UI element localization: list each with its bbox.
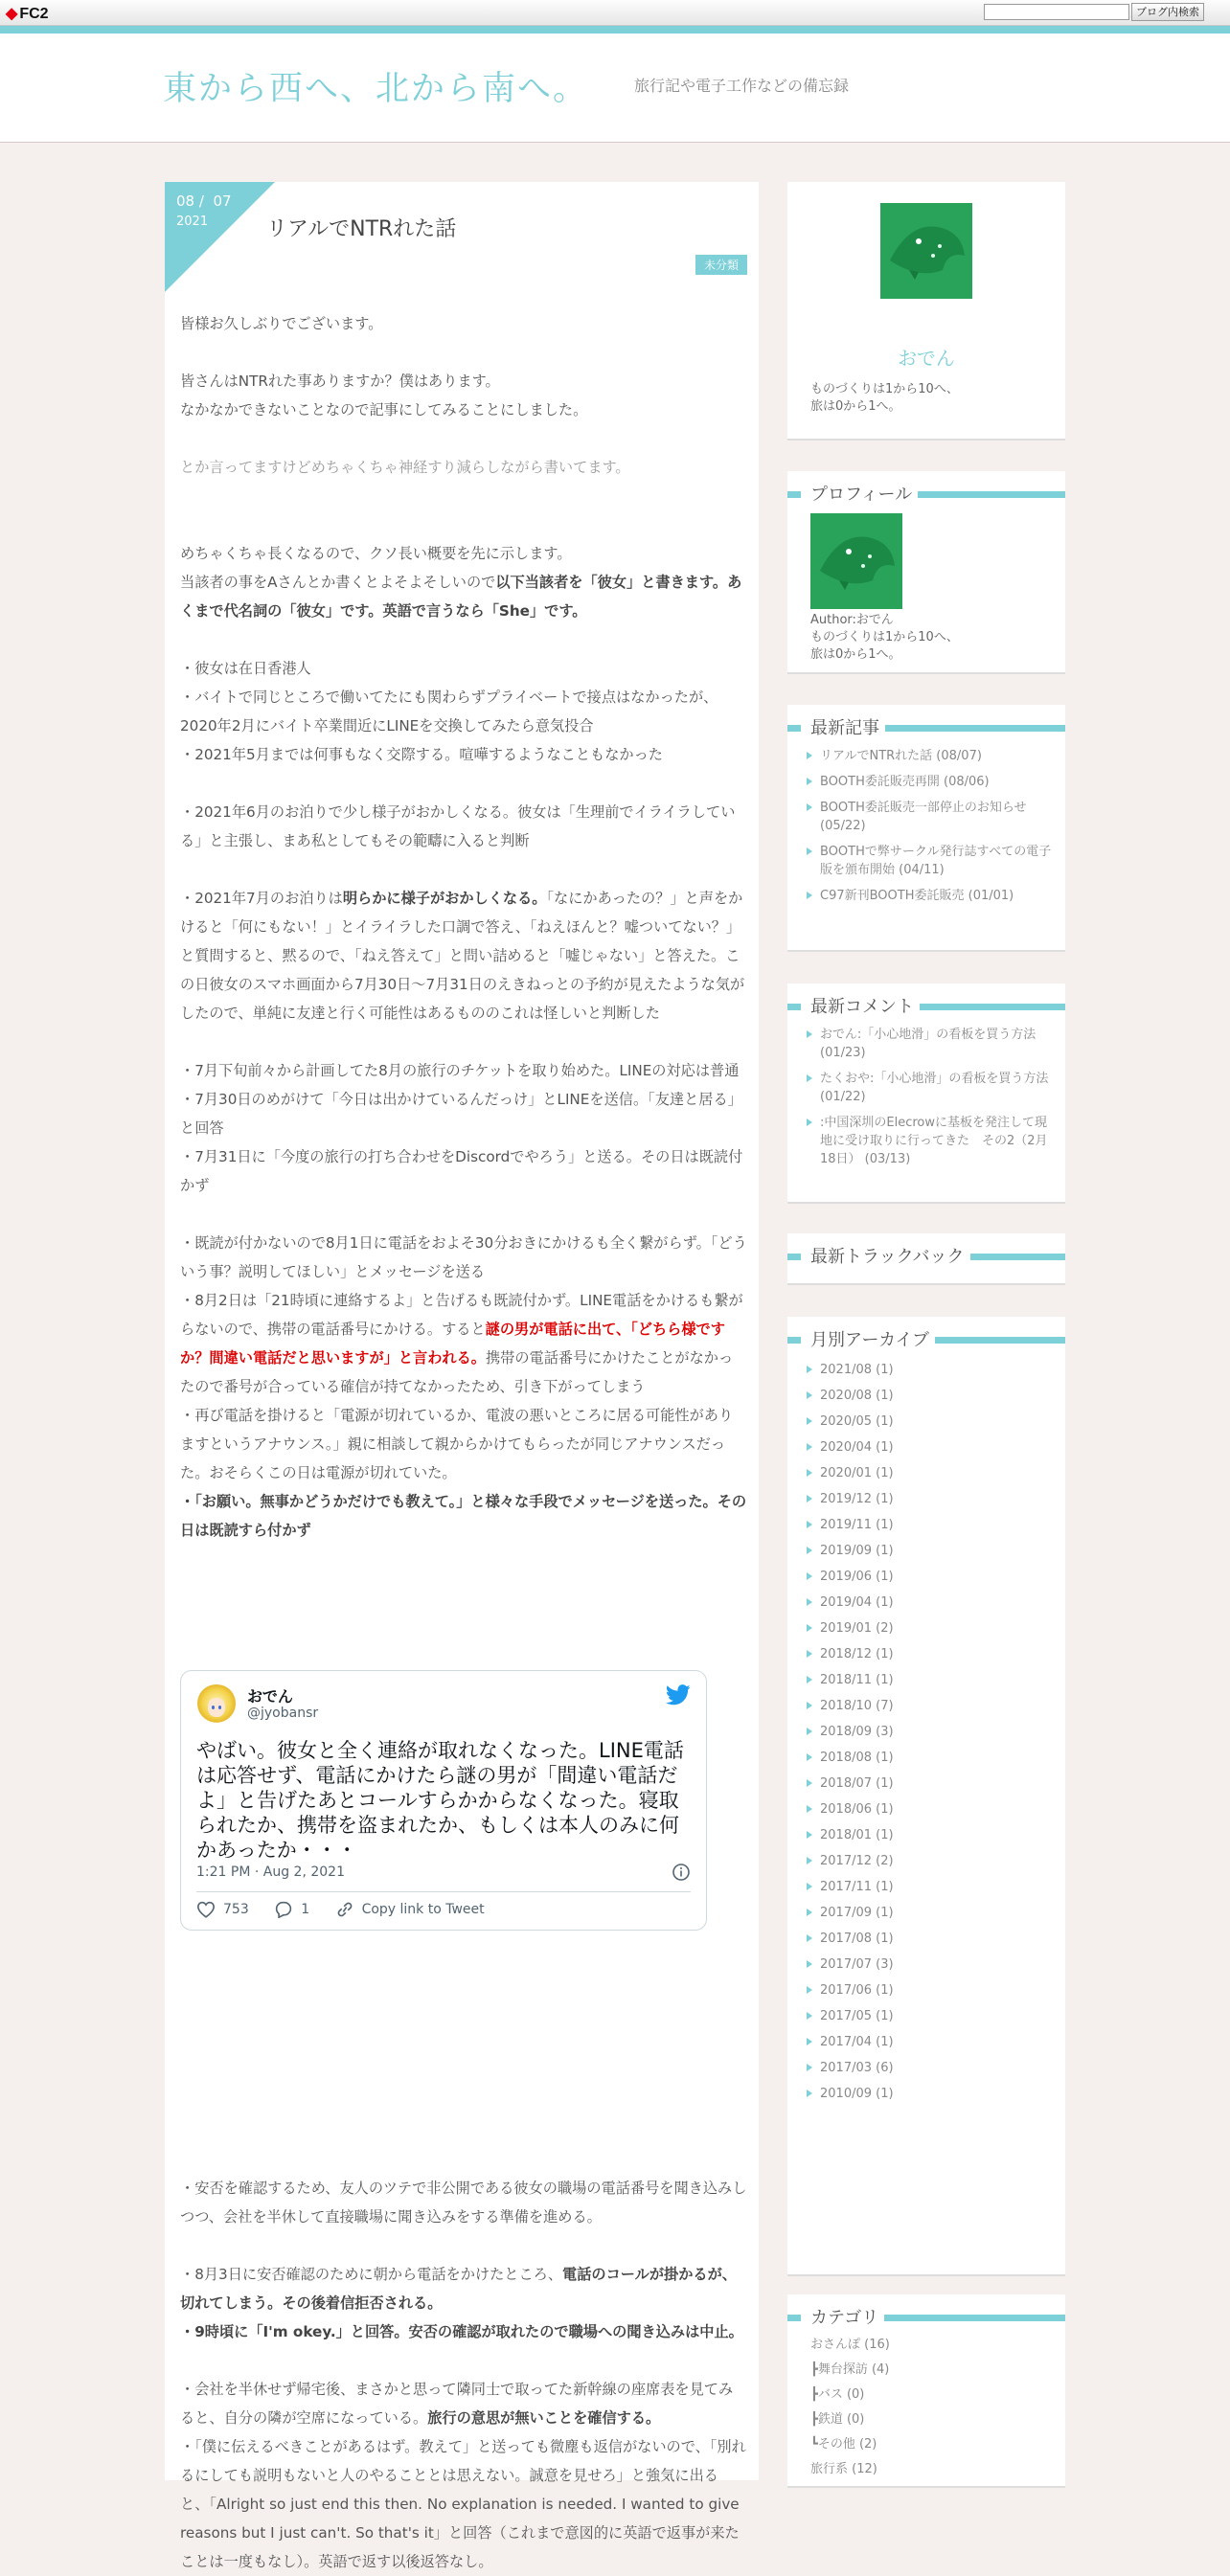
bullet-arrow-icon — [807, 892, 812, 899]
paragraph-text: ・8月3日に安否確認のために朝から電話をかけたところ、 — [180, 2266, 563, 2283]
paragraph-gap — [180, 482, 747, 510]
recent-post-item[interactable] — [807, 747, 1052, 765]
article-paragraph — [180, 367, 747, 395]
paragraph-gap — [180, 2346, 747, 2375]
copy-link-button[interactable] — [335, 1901, 485, 1918]
archive-item[interactable] — [807, 2007, 1052, 2025]
paragraph-text: なかなかできないことなので記事にしてみることにしました。 — [180, 401, 588, 418]
archive-item[interactable] — [807, 1568, 1052, 1586]
bullet-arrow-icon — [807, 847, 812, 855]
paragraph-gap — [180, 510, 747, 539]
trackback-widget — [787, 1233, 1065, 1285]
recent-comments-heading: 最新コメント — [801, 993, 920, 1018]
archive-item[interactable] — [807, 1387, 1052, 1405]
paragraph-text: ・既読が付かないので8月1日に電話をおよそ30分おきにかけるも全く繋がらず。「どういう事？説明してほしい」とメッセージを送る — [180, 1234, 747, 1280]
bullet-arrow-icon — [807, 1753, 812, 1761]
accent-strip — [0, 26, 1230, 34]
archive-item[interactable] — [807, 1723, 1052, 1741]
paragraph-text: ・8月2日は「21時頃に連絡するよ」と告げるも既読付かず。LINE電話をかけるも繋がらないので、携帯の電話番号にかける。すると — [180, 1292, 743, 1338]
archive-item[interactable] — [807, 1645, 1052, 1663]
bullet-arrow-icon — [807, 1547, 812, 1554]
article-paragraph — [180, 1142, 747, 1200]
link-icon — [335, 1901, 354, 1918]
paragraph-text: ・7月30日のめがけて「今日は出かけているんだっけ」とLINEを送信。「友達と居る」と回答 — [180, 1091, 742, 1137]
archive-item[interactable] — [807, 2059, 1052, 2077]
paragraph-text: ・7月下旬前々から計画してた8月の旅行のチケットを取り始めた。LINEの対応は普通 — [180, 1062, 740, 1079]
archive-item-link[interactable]: 2018/08 (1) — [820, 1751, 894, 1765]
archive-heading: 月別アーカイブ — [801, 1326, 935, 1351]
paragraph-text: ・2021年6月のお泊りで少し様子がおかしくなる。彼女は「生理前でイライラしている」と主張し、まあ私としてもその範疇に入ると判断 — [180, 803, 736, 849]
heart-icon — [196, 1901, 216, 1918]
archive-item-link[interactable]: 2020/01 (1) — [820, 1466, 894, 1480]
paragraph-text: ・彼女は在日香港人 — [180, 660, 311, 677]
bullet-arrow-icon — [807, 1909, 812, 1916]
archive-item-link[interactable]: 2017/09 (1) — [820, 1906, 894, 1920]
archive-item[interactable] — [807, 1774, 1052, 1793]
article-paragraph — [180, 654, 747, 683]
bullet-arrow-icon — [807, 1366, 812, 1373]
article-paragraph — [180, 309, 747, 338]
bullet-arrow-icon — [807, 1119, 812, 1126]
paragraph-text: ・7月31日に「今度の旅行の打ち合わせをDiscordでやろう」と送る。その日は既読付かず — [180, 1148, 743, 1194]
tweet-author-handle[interactable]: @jyobansr — [247, 1706, 319, 1721]
bullet-arrow-icon — [807, 1702, 812, 1709]
paragraph-text: ・安否を確認するため、友人のツテで非公開である彼女の職場の電話番号を聞き込みしつつ、会社を半休して直接職場に聞き込みをする準備を進める。 — [180, 2180, 747, 2226]
archive-item-link[interactable]: 2018/11 (1) — [820, 1673, 894, 1687]
archive-item[interactable] — [807, 1438, 1052, 1457]
archive-item-link[interactable]: 2018/06 (1) — [820, 1802, 894, 1817]
bullet-arrow-icon — [807, 1495, 812, 1503]
bullet-arrow-icon — [807, 1417, 812, 1425]
bullet-arrow-icon — [807, 1572, 812, 1580]
article-paragraph — [180, 539, 747, 568]
article-paragraph — [180, 2432, 747, 2576]
recent-post-item[interactable] — [807, 773, 1052, 791]
archive-item[interactable] — [807, 1930, 1052, 1948]
recent-posts-list — [787, 743, 1065, 922]
author-description: ものづくりは1から10へ、 旅は0から1へ。 — [810, 382, 959, 414]
paragraph-gap — [180, 2231, 747, 2260]
bold-text: 以下当該者を「彼女」と書きます。あくまで代名詞の「彼女」です。英語で言うなら「She」です。 — [180, 574, 742, 620]
archive-item-link[interactable]: 2017/08 (1) — [820, 1932, 894, 1946]
recent-comment-item-link[interactable]: たくおや:「小心地滑」の看板を買う方法 (01/22) — [820, 1072, 1049, 1104]
tweet-avatar[interactable] — [195, 1684, 238, 1727]
paragraph-gap — [180, 1200, 747, 1229]
article-paragraph — [180, 1229, 747, 1286]
reply-count: 1 — [301, 1902, 310, 1917]
archive-item-link[interactable]: 2017/05 (1) — [820, 2009, 894, 2023]
tweet-timestamp[interactable]: 1:21 PM · Aug 2, 2021 — [196, 1864, 345, 1880]
bullet-arrow-icon — [807, 2038, 812, 2045]
info-icon[interactable] — [672, 1863, 691, 1886]
bullet-arrow-icon — [807, 803, 812, 811]
bullet-arrow-icon — [807, 1391, 812, 1399]
bullet-arrow-icon — [807, 1676, 812, 1683]
article-paragraph — [180, 798, 747, 855]
archive-item-link[interactable]: 2017/03 (6) — [820, 2061, 894, 2075]
bold-text: 旅行の意思が無いことを確信する。 — [427, 2409, 661, 2427]
category-item[interactable]: ┣バス (0) — [810, 2387, 865, 2402]
bullet-arrow-icon — [807, 1857, 812, 1864]
profile-widget — [787, 471, 1065, 674]
author-name[interactable]: おでん — [898, 347, 955, 370]
twitter-bird-icon[interactable] — [666, 1684, 691, 1709]
recent-post-item[interactable] — [807, 887, 1052, 905]
archive-item-link[interactable]: 2018/07 (1) — [820, 1776, 894, 1791]
recent-post-item-link[interactable]: リアルでNTRれた話 (08/07) — [820, 749, 982, 763]
bullet-arrow-icon — [807, 1831, 812, 1839]
highlight-text: 謎の男が電話に出て、「どちら様ですか？間違い電話だと思いますが」と言われる。 — [180, 1321, 725, 1367]
paragraph-text: ・「僕に伝えるべきことがあるはず。教えて」と送っても微塵も返信がないので、「別れるにしても説明もないと人のやることとは思えない。誠意を見せろ」と強気に出ると、「Alright so just end this then. No explanation is needed. I wanted to give reasons but I just can't. So that's it」と回答（これまで意図的に英語で返事が来たことは一度もなし）。英語で返す以後返答なし。 — [180, 2438, 746, 2570]
archive-item-link[interactable]: 2018/12 (1) — [820, 1647, 894, 1661]
blog-search-button[interactable]: ブログ内検索 — [1131, 3, 1204, 21]
profile-avatar[interactable] — [810, 513, 902, 609]
bold-text: 電話のコールが掛かるが、切れてしまう。その後着信拒否される。 — [180, 2266, 737, 2312]
archive-item-link[interactable]: 2019/12 (1) — [820, 1492, 894, 1506]
fc2-logo[interactable]: ◆ FC2 — [6, 6, 49, 22]
bullet-arrow-icon — [807, 1074, 812, 1082]
recent-posts-heading: 最新記事 — [801, 714, 885, 739]
archive-item-link[interactable]: 2019/09 (1) — [820, 1544, 894, 1558]
archive-item[interactable] — [807, 1697, 1052, 1715]
archive-item-link[interactable]: 2017/07 (3) — [820, 1957, 894, 1972]
recent-post-item[interactable] — [807, 799, 1052, 835]
fc2-toolbar — [0, 0, 1230, 26]
copy-link-label: Copy link to Tweet — [361, 1902, 485, 1917]
article-paragraph — [180, 884, 747, 1028]
category-list — [787, 2333, 1065, 2482]
like-count: 753 — [223, 1902, 249, 1917]
archive-item-link[interactable]: 2020/08 (1) — [820, 1389, 894, 1403]
bullet-arrow-icon — [807, 752, 812, 759]
archive-item-link[interactable]: 2017/06 (1) — [820, 1983, 894, 1998]
archive-item[interactable] — [807, 1671, 1052, 1689]
bullet-arrow-icon — [807, 1443, 812, 1451]
article-title[interactable]: リアルでNTRれた話 — [266, 217, 457, 241]
article-body-continued — [180, 2174, 747, 2576]
author-avatar[interactable] — [880, 203, 972, 299]
recent-post-item[interactable] — [807, 843, 1052, 879]
recent-post-item-link[interactable]: BOOTH委託販売一部停止のお知らせ (05/22) — [820, 801, 1027, 833]
recent-posts-widget — [787, 705, 1065, 952]
category-badge[interactable]: 未分類 — [695, 255, 747, 275]
bullet-arrow-icon — [807, 1934, 812, 1942]
article-paragraph — [180, 683, 747, 740]
bullet-arrow-icon — [807, 1960, 812, 1968]
recent-comment-item-link[interactable]: おでん:「小心地滑」の看板を買う方法 (01/23) — [820, 1028, 1036, 1060]
archive-item[interactable] — [807, 1955, 1052, 1974]
archive-widget — [787, 1317, 1065, 2276]
article — [165, 182, 759, 2570]
article-paragraph — [180, 453, 747, 482]
archive-item-link[interactable]: 2019/04 (1) — [820, 1595, 894, 1610]
archive-item[interactable] — [807, 1490, 1052, 1508]
bullet-arrow-icon — [807, 1986, 812, 1994]
paragraph-text: 皆様お久しぶりでございます。 — [180, 315, 383, 332]
blog-header — [0, 34, 1230, 143]
bullet-arrow-icon — [807, 1883, 812, 1890]
article-paragraph — [180, 2375, 747, 2432]
paragraph-text: 皆さんはNTRれた事ありますか？僕はあります。 — [180, 373, 500, 390]
archive-item[interactable] — [807, 1542, 1052, 1560]
category-item[interactable]: ┣舞台探訪 (4) — [810, 2362, 890, 2377]
recent-comment-item[interactable] — [807, 1114, 1052, 1168]
paragraph-text: ・バイトで同じところで働いてたにも関わらずプライベートで接点はなかったが、2020年2月にバイト卒業間近にLINEを交換してみたら意気投合 — [180, 689, 718, 734]
bullet-arrow-icon — [807, 1598, 812, 1606]
profile-text: Author:おでん ものづくりは1から10へ、 旅は0から1へ。 — [810, 613, 959, 662]
paragraph-gap — [180, 769, 747, 798]
archive-item-link[interactable]: 2020/05 (1) — [820, 1414, 894, 1429]
article-paragraph — [180, 568, 747, 625]
article-paragraph — [180, 1401, 747, 1487]
archive-item-link[interactable]: 2018/09 (3) — [820, 1725, 894, 1739]
bullet-arrow-icon — [807, 2064, 812, 2071]
archive-item-link[interactable]: 2019/01 (2) — [820, 1621, 894, 1636]
category-item[interactable]: ┣鉄道 (0) — [810, 2412, 865, 2427]
bullet-arrow-icon — [807, 2090, 812, 2097]
paragraph-text: 当該者の事をAさんとか書くとよそよそしいので — [180, 574, 496, 591]
article-paragraph — [180, 2174, 747, 2231]
archive-item[interactable] — [807, 1619, 1052, 1638]
article-paragraph — [180, 740, 747, 769]
paragraph-text: 「なにかあったの？」と声をかけると「何にもない！」とイライラした口調で答え、「ねえほんと？嘘ついてない？」と質問すると、黙るので、「ねえ答えて」と問い詰めると「嘘じゃない」と答えた。この日彼女のスマホ画面から7月30日～7月31日のえきねっとの予約が見えたような気がしたので、単純に友達と行く可能性はあるもののこれは怪しいと判断した — [180, 890, 745, 1022]
paragraph-text: ・会社を半休せず帰宅後、まさかと思って隣同士で取ってた新幹線の座席表を見てみると、自分の隣が空席になっている。 — [180, 2381, 734, 2427]
bullet-arrow-icon — [807, 1650, 812, 1658]
article-paragraph — [180, 2317, 747, 2346]
archive-item[interactable] — [807, 1361, 1052, 1379]
archive-item[interactable] — [807, 2085, 1052, 2103]
bullet-arrow-icon — [807, 1521, 812, 1528]
blog-search-input[interactable] — [984, 4, 1129, 20]
article-paragraph — [180, 1056, 747, 1085]
archive-item-link[interactable]: 2019/11 (1) — [820, 1518, 894, 1532]
category-item[interactable]: ┗その他 (2) — [810, 2437, 877, 2452]
recent-post-item-link[interactable]: C97新刊BOOTH委託販売 (01/01) — [820, 889, 1014, 903]
archive-item[interactable] — [807, 1852, 1052, 1870]
like-button[interactable] — [196, 1901, 249, 1918]
archive-item[interactable] — [807, 1800, 1052, 1819]
blog-title[interactable]: 東から西へ、北から南へ。 — [163, 70, 589, 108]
bullet-arrow-icon — [807, 778, 812, 785]
archive-item[interactable] — [807, 1904, 1052, 1922]
archive-item-link[interactable]: 2018/10 (7) — [820, 1699, 894, 1713]
article-paragraph — [180, 2260, 747, 2317]
archive-item[interactable] — [807, 1826, 1052, 1844]
bullet-arrow-icon — [807, 1624, 812, 1632]
archive-item[interactable] — [807, 2033, 1052, 2051]
archive-item-link[interactable]: 2021/08 (1) — [820, 1363, 894, 1377]
paragraph-gap — [180, 338, 747, 367]
muted-text: とか言ってますけどめちゃくちゃ神経すり減らしながら書いてます。 — [180, 459, 630, 476]
trackback-heading: 最新トラックバック — [801, 1243, 970, 1268]
bold-text: 明らかに様子がおかしくなる。 — [342, 890, 547, 907]
post-date-month-day: 08 / 07 — [176, 192, 232, 210]
paragraph-gap — [180, 855, 747, 884]
profile-heading: プロフィール — [801, 481, 918, 506]
recent-post-item-link[interactable]: BOOTH委託販売再開 (08/06) — [820, 775, 990, 789]
archive-item[interactable] — [807, 1749, 1052, 1767]
archive-item-link[interactable]: 2019/06 (1) — [820, 1570, 894, 1584]
recent-comment-item[interactable] — [807, 1070, 1052, 1106]
archive-item-link[interactable]: 2010/09 (1) — [820, 2087, 894, 2101]
archive-list — [787, 1355, 1065, 2120]
article-paragraph — [180, 1286, 747, 1401]
archive-item-link[interactable]: 2017/11 (1) — [820, 1880, 894, 1894]
paragraph-text: 携帯の電話番号にかけたことがなかったので番号が合っている確信が持てなかったため、引き下がってしまう — [180, 1349, 734, 1395]
tweet-author-name[interactable]: おでん — [247, 1687, 293, 1706]
reply-button[interactable] — [274, 1901, 309, 1918]
bullet-arrow-icon — [807, 1728, 812, 1735]
embedded-tweet[interactable] — [180, 1670, 707, 1931]
archive-item[interactable] — [807, 1412, 1052, 1431]
archive-item[interactable] — [807, 1981, 1052, 2000]
recent-comment-item-link[interactable]: :中国深圳のElecrowに基板を発注して現地に受け取りに行ってきた その2（2月18日） (03/13) — [820, 1116, 1048, 1166]
category-heading: カテゴリ — [801, 2304, 884, 2329]
paragraph-gap — [180, 424, 747, 453]
tweet-actions — [196, 1901, 506, 1922]
tweet-divider — [196, 1891, 691, 1892]
paragraph-text: ・2021年7月のお泊りは — [180, 890, 343, 907]
recent-comments-list — [787, 1022, 1065, 1186]
recent-comment-item[interactable] — [807, 1026, 1052, 1062]
category-item[interactable]: おさんぽ (16) — [810, 2338, 890, 2352]
archive-item-link[interactable]: 2017/12 (2) — [820, 1854, 894, 1868]
archive-item-link[interactable]: 2018/01 (1) — [820, 1828, 894, 1842]
bullet-arrow-icon — [807, 1779, 812, 1787]
archive-item-link[interactable]: 2020/04 (1) — [820, 1440, 894, 1455]
bold-text: ・「お願い。無事かどうかだけでも教えて。」と様々な手段でメッセージを送った。その日は既読すら付かず — [180, 1493, 747, 1539]
archive-item[interactable] — [807, 1516, 1052, 1534]
bullet-arrow-icon — [807, 1469, 812, 1477]
recent-post-item-link[interactable]: BOOTHで弊サークル発行誌すべての電子版を頒布開始 (04/11) — [820, 845, 1052, 877]
article-paragraph — [180, 1085, 747, 1142]
reply-icon — [274, 1901, 293, 1918]
paragraph-gap — [180, 625, 747, 654]
bullet-arrow-icon — [807, 1030, 812, 1038]
recent-comments-widget — [787, 983, 1065, 1204]
archive-item[interactable] — [807, 1464, 1052, 1482]
article-paragraph — [180, 1487, 747, 1545]
paragraph-gap — [180, 1028, 747, 1056]
category-item[interactable]: 旅行系 (12) — [810, 2462, 877, 2476]
bullet-arrow-icon — [807, 1805, 812, 1813]
author-widget — [787, 182, 1065, 441]
article-body — [180, 309, 747, 1545]
blog-description: 旅行記や電子工作などの備忘録 — [634, 77, 850, 95]
paragraph-text: ・再び電話を掛けると「電源が切れているか、電波の悪いところに居る可能性がありますというアナウンス。」親に相談して親からかけてもらったが同じアナウンスだった。おそらくこの日は電源が切れていた。 — [180, 1407, 734, 1481]
article-paragraph — [180, 395, 747, 424]
post-date-year: 2021 — [176, 215, 209, 229]
archive-item[interactable] — [807, 1878, 1052, 1896]
archive-item[interactable] — [807, 1593, 1052, 1612]
archive-item-link[interactable]: 2017/04 (1) — [820, 2035, 894, 2049]
paragraph-text: めちゃくちゃ長くなるので、クソ長い概要を先に示します。 — [180, 545, 572, 562]
tweet-text: やばい。彼女と全く連絡が取れなくなった。LINE電話は応答せず、電話にかけたら謎の男が「間違い電話だよ」と告げたあとコールすらかからなくなった。寝取られたか、携帯を盗まれたか、もしくは本人のみに何かあったか・・・ — [196, 1739, 684, 1862]
paragraph-text: ・2021年5月までは何事もなく交際する。喧嘩するようなこともなかった — [180, 746, 663, 763]
bold-text: ・9時頃に「I'm okey.」と回答。安否の確認が取れたので職場への聞き込みは中止。 — [180, 2323, 743, 2340]
bullet-arrow-icon — [807, 2012, 812, 2020]
